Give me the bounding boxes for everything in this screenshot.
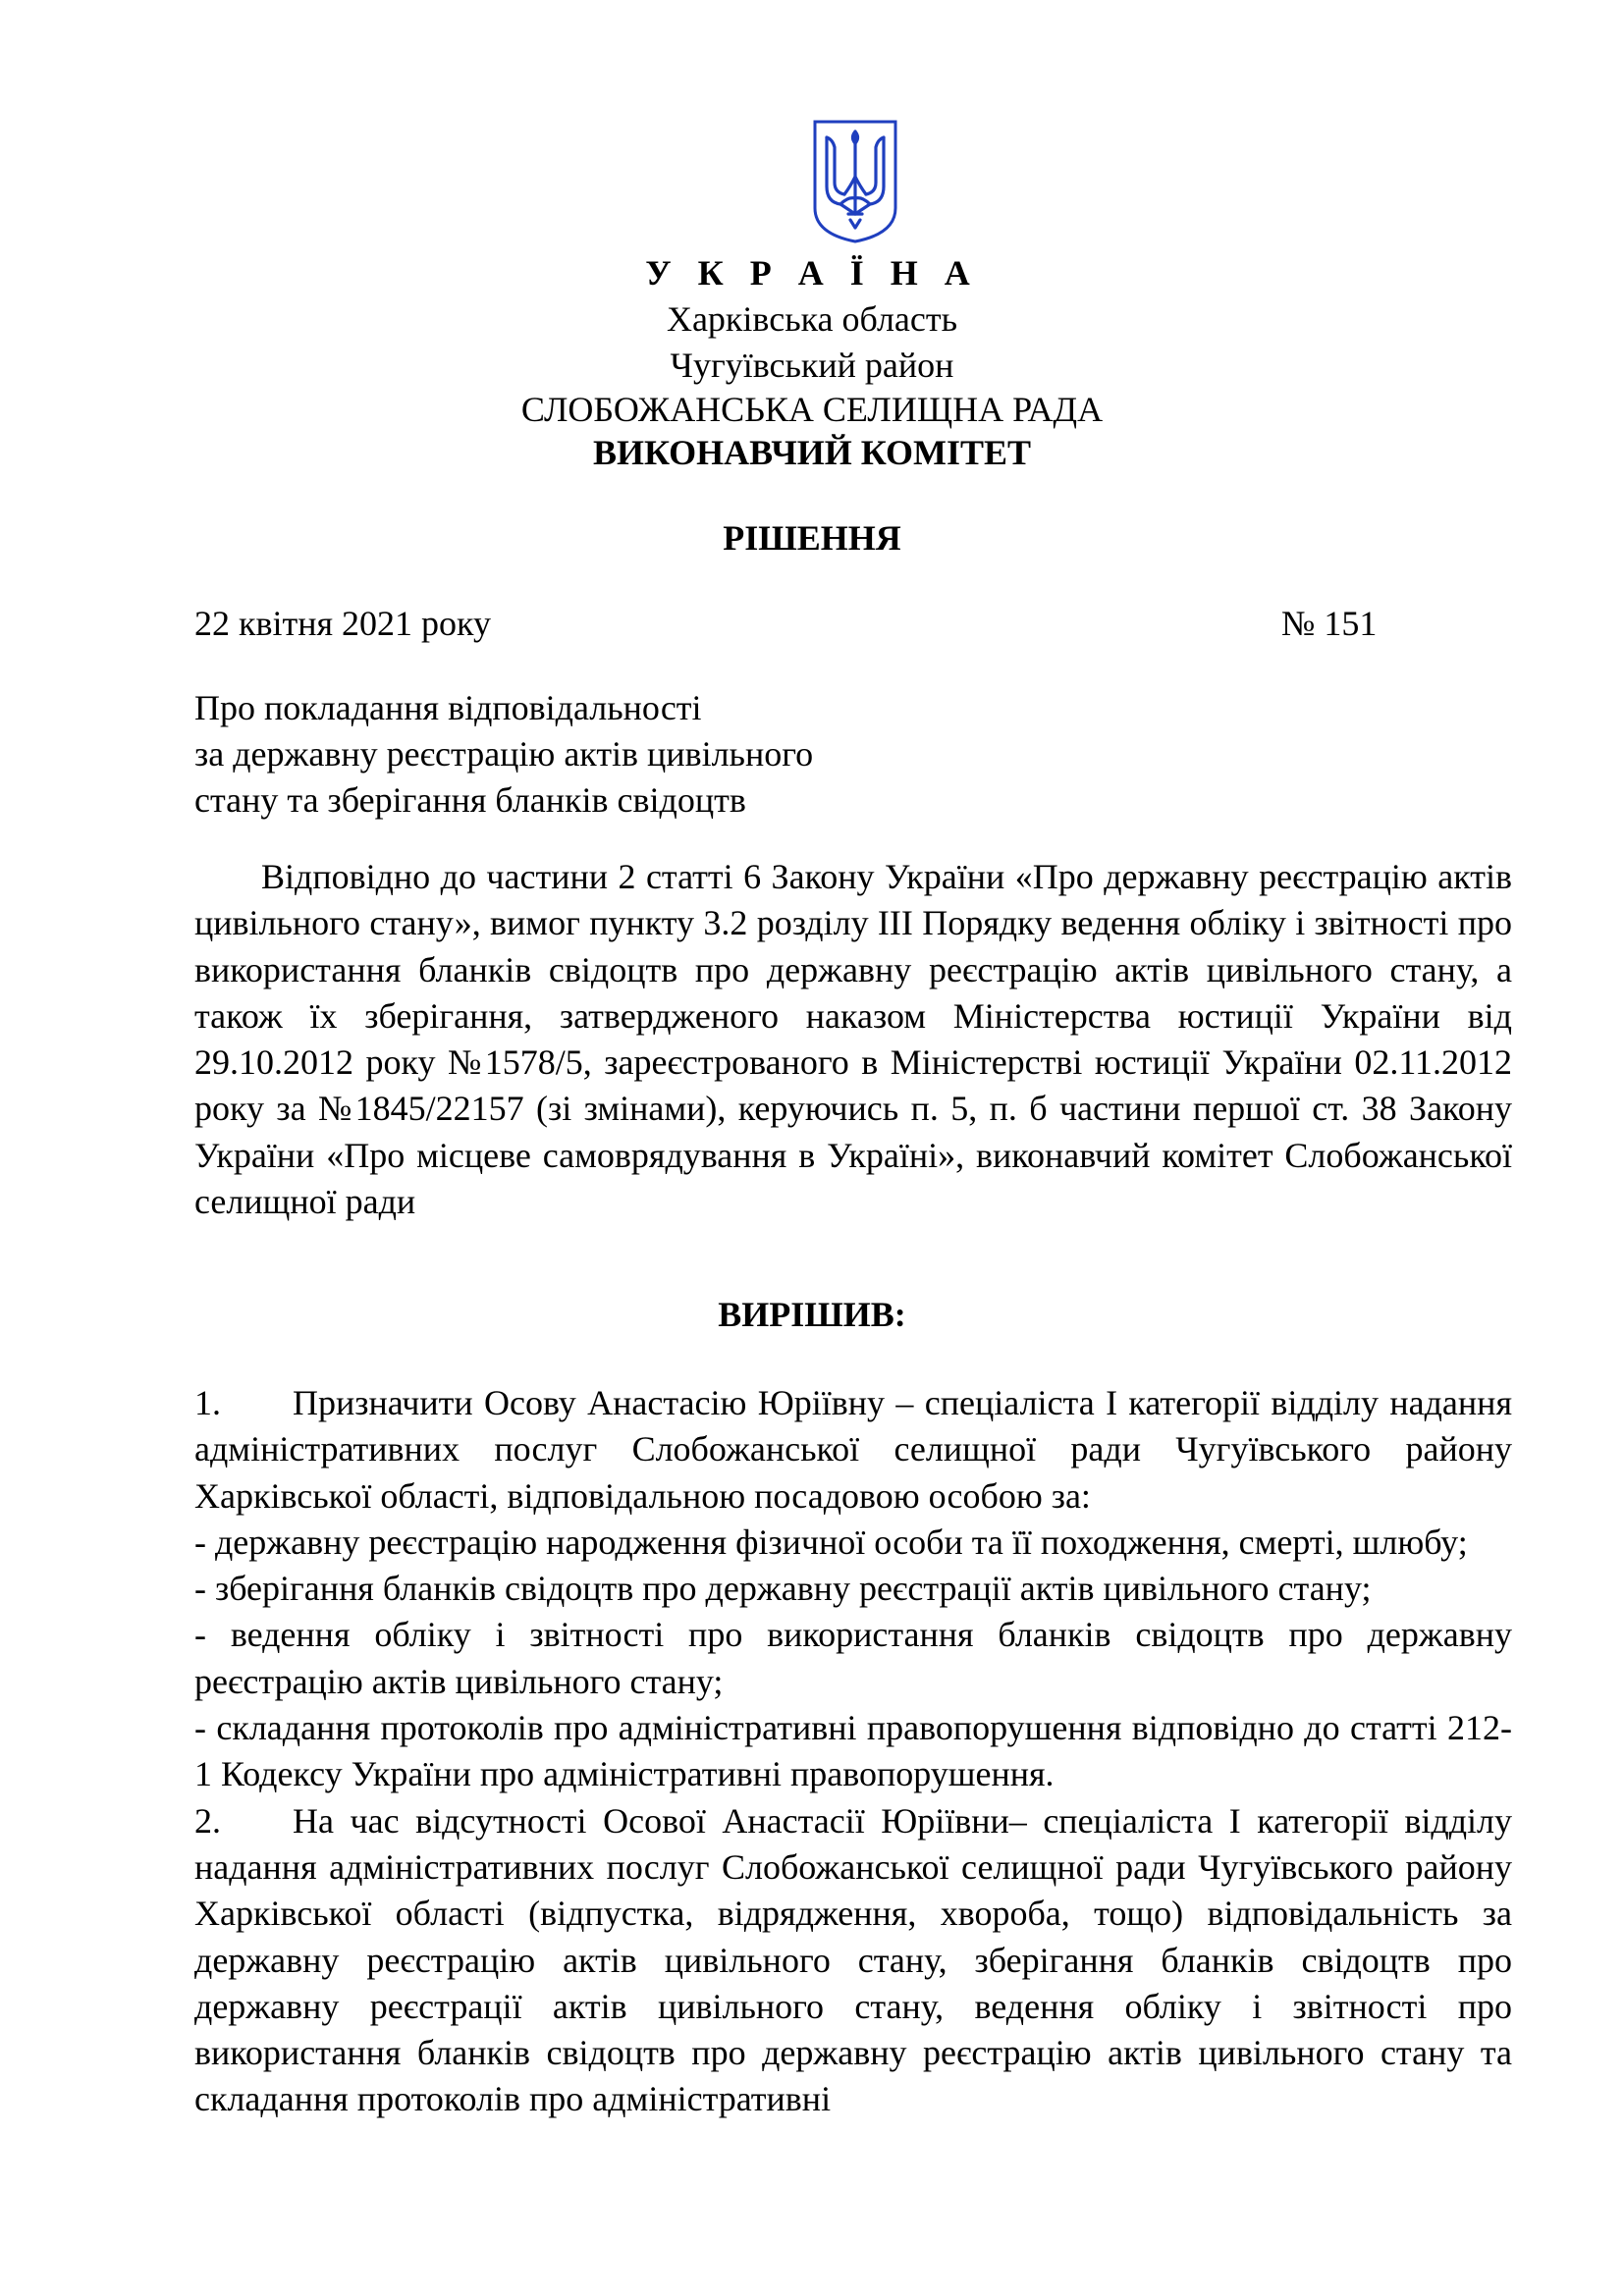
document-number: № 151 xyxy=(1281,604,1378,643)
document-subject xyxy=(194,685,1078,824)
committee-name: ВИКОНАВЧИЙ КОМІТЕТ xyxy=(592,433,1032,472)
list-item: - державну реєстрацію народження фізичної особи та її походження, смерті, шлюбу; xyxy=(194,1522,1468,1562)
decision-item xyxy=(194,1380,1512,1520)
preamble-paragraph: Відповідно до частини 2 статті 6 Закону України «Про державну реєстрацію актів цивільного стану», вимог пункту 3.2 розділу ІІІ Порядку ведення обліку і звітності про використання бланків свідоцтв про державну реєстрацію актів цивільного стану, а також їх зберігання, затвердженого наказом Міністерства юстиції України від 29.10.2012 року №1578/5, зареєстрованого в Міністерстві юстиції України 02.11.2012 року за №1845/22157 (зі змінами), керуючись п. 5, п. б частини першої ст. 38 Закону України «Про місцеве самоврядування в Україні», виконавчий комітет Слобожанської селищної ради xyxy=(194,857,1512,1222)
council-name: СЛОБОЖАНСЬКА СЕЛИЩНА РАДА xyxy=(520,390,1104,429)
list-item: - ведення обліку і звітності про використання бланків свідоцтв про державну реєстрацію актів цивільного стану; xyxy=(194,1615,1512,1701)
oblast-name: Харківська область xyxy=(666,299,958,339)
country-name: У К Р А Ї Н А xyxy=(645,253,979,293)
subject-line: стану та зберігання бланків свідоцтв xyxy=(194,780,746,820)
subject-line: за державну реєстрацію актів цивільного xyxy=(194,734,814,774)
document-type: РІШЕННЯ xyxy=(723,518,901,558)
item-text: На час відсутності Осової Анастасії Юріївни– спеціаліста I категорії відділу надання адміністративних послуг Слобожанської селищної ради Чугуївського району Харківської області (відпустка, відрядження, хвороба, тощо) відповідальність за державну реєстрацію актів цивільного стану, зберігання бланків свідоцтв про державну реєстрації актів цивільного стану, ведення обліку і звітності про використання бланків свідоцтв про державну реєстрацію актів цивільного стану та складання протоколів про адміністративні xyxy=(194,1800,1512,2119)
list-item: - зберігання бланків свідоцтв про державну реєстрації актів цивільного стану; xyxy=(194,1569,1372,1609)
document-date: 22 квітня 2021 року xyxy=(194,604,492,643)
item-text: Призначити Осову Анастасію Юріївну – спеціаліста I категорії відділу надання адміністративних послуг Слобожанської селищної ради Чугуївського району Харківської області, відповідальною посадовою особою за: xyxy=(194,1383,1512,1516)
decision-items xyxy=(194,1380,1512,2123)
coat-of-arms-icon xyxy=(811,118,899,245)
item-number: 2. xyxy=(194,1800,221,1841)
list-item: - складання протоколів про адміністративні правопорушення відповідно до статті 212-1 Кодексу України про адміністративні правопорушення. xyxy=(194,1708,1512,1794)
raion-name: Чугуївський район xyxy=(670,346,954,385)
decision-item xyxy=(194,1798,1512,2123)
decided-heading: ВИРІШИВ: xyxy=(718,1295,906,1334)
item-number: 1. xyxy=(194,1383,221,1422)
subject-line: Про покладання відповідальності xyxy=(194,688,702,727)
